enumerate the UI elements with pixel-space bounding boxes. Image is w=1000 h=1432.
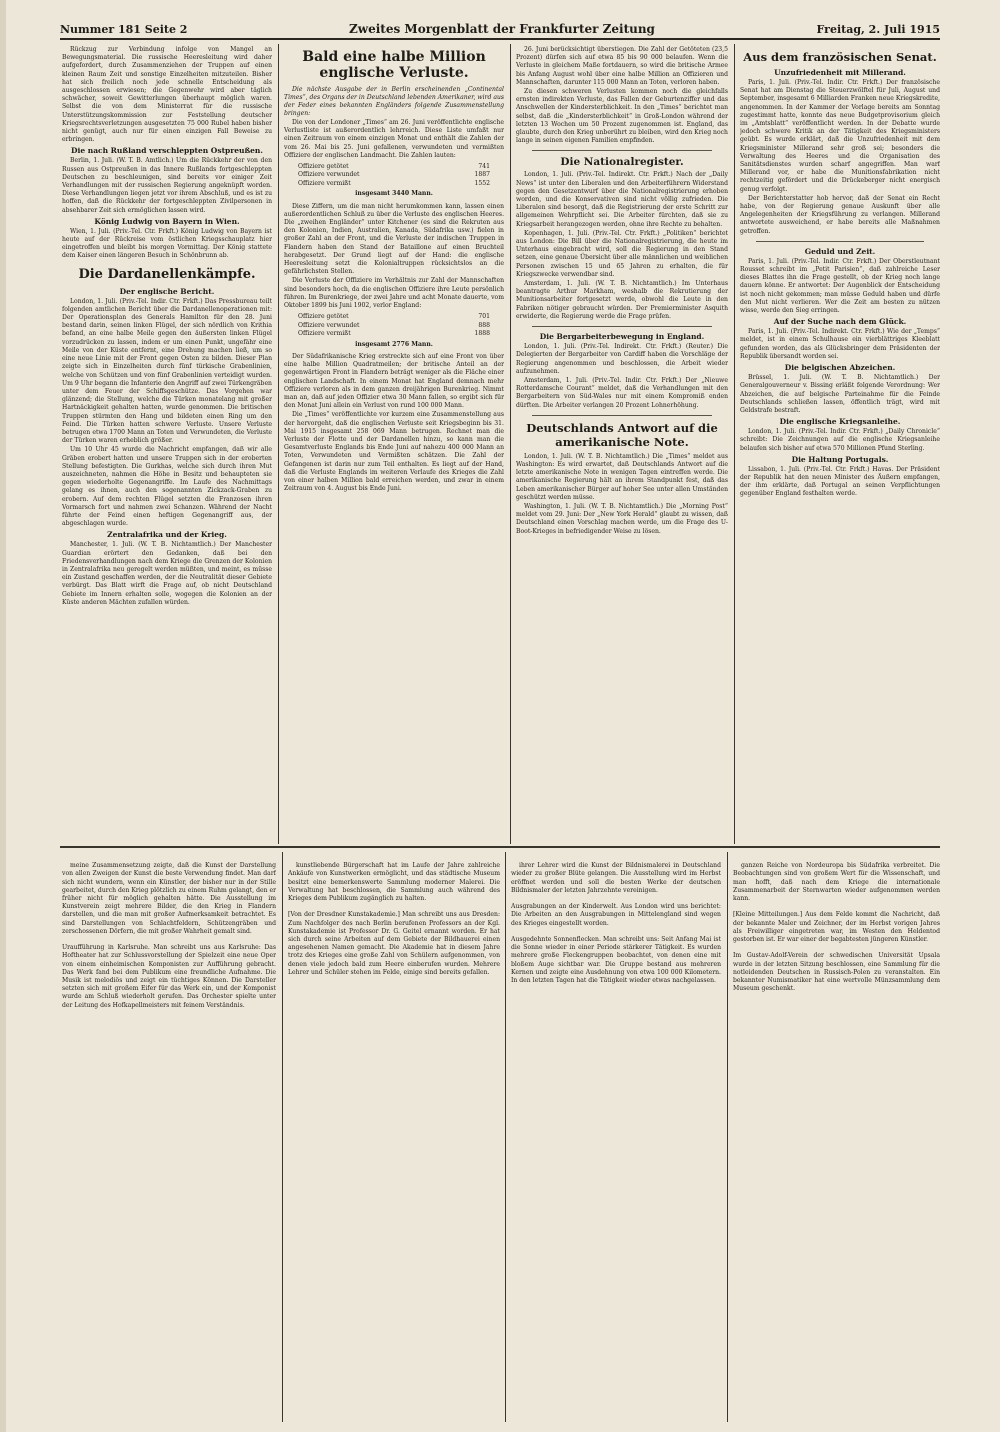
article-heading: Der englische Bericht. [119,286,215,296]
article-paragraph: London, 1. Juli. (W. T. B. Nichtamtlich.) Die „Times“ meldet aus Washington: Es wird erwartet, daß Deutschlands Antwort auf die letzte amerikanische Note in wenigen Tagen eintreffen werde. Die amerikanische Regierung hält an ihrem Standpunkt fest, daß das Leben amerikanischer Bürger auf hoher See unter allen Umständen geschützt werden müsse. [516,452,728,501]
newspaper-title: Zweites Morgenblatt der Frankfurter Zeitung [349,22,655,36]
article-paragraph: Diese Ziffern, um die man nicht herumkommen kann, lassen einen außerordentlichen Schluß zu über die Verluste des englischen Heeres. Die „zweihen Engländer“ unter Kitchener (es sind die Rekruten aus den Kolonien, Indien, Australien, Kanada, Südafrika usw.) fielen in großer Zahl an der Front, und die Verluste der indischen Truppen in Flandern haben den Stand der Bataillone auf einen Bruchteil herabgesetzt. Der Grund liegt auf der Hand: die englische Heeresleitung setzt die Kolonialtruppen rücksichtslos an die gefährlichsten Stellen. [284,202,504,276]
article-paragraph: Washington, 1. Juli. (W. T. B. Nichtamtlich.) Die „Morning Post“ meldet vom 29. Juni: Der „New York Herald“ glaubt zu wissen, daß Deutschland einen Vorschlag machen werde, um die Frage des U-Boot-Krieges in befriedigender Weise zu lösen. [516,502,728,535]
feuilleton-text: ihrer Lehrer wird die Kunst der Bildnismalerei in Deutschland wieder zu großer Blüte gelangen. Die Ausstellung wird im Herbst eröffnet werden und soll die besten Werke der deutschen Bildnismaler der letzten Jahrzehnte vereinigen. Ausgrabungen an der Kinderwelt. Aus London wird uns berichtet: Die Arbeiten an den Ausgrabungen in Mittelengland sind wegen des Krieges eingestellt worden. Ausgedehnte Sonnenflecken. Man schreibt uns: Seit Anfang Mai ist die Sonne wieder in einer Periode stärkerer Tätigkeit. Es wurden mehrere große Fleckengruppen beobachtet, von denen eine mit bloßem Auge sichtbar war. Die Gruppe bestand aus mehreren Kernen und zeigte eine Ausdehnung von etwa 100 000 Kilometern. In den letzten Tagen hat die Tätigkeit wieder etwas nachgelassen. [511,862,721,985]
article-heading: Die Bergarbeiterbewegung in England. [539,332,705,342]
article-heading: Die Haltung Portugals. [791,454,889,464]
article-paragraph: Manchester, 1. Juli. (W. T. B. Nichtamtlich.) Der Manchester Guardian erörtert den Gedanken, daß bei den Friedensverhandlungen nach dem Kriege die Grenzen der Kolonien in Zentralafrika neu geregelt werden müßten, und meint, es müsse ein Zustand geschaffen werden, der die Neutralität dieser Gebiete verbürgt. Das Blatt wirft die Frage auf, ob nicht Deutschland Gebiete im Innern erhalten solle, wogegen die Kolonien an der Küste anderen Mächten zufallen würden. [62,541,272,606]
feuilleton-text: kunstliebende Bürgerschaft hat im Laufe der Jahre zahlreiche Ankäufe von Kunstwerken ermöglicht, und das städtische Museum besitzt eine bemerkenswerte Sammlung moderner Malerei. Die Verwaltung hat beschlossen, die Sammlung auch während des Krieges dem Publikum zugänglich zu halten. [Von der Dresdner Kunstakademie.] Man schreibt uns aus Dresden: Zum Nachfolger des nach Berlin berufenen Professors an der Kgl. Kunstakademie ist Professor Dr. G. Geitel ernannt worden. Er hat sich durch seine Arbeiten auf dem Gebiete der Bildhauerei einen angesehenen Namen gemacht. Die Akademie hat in diesem Jahre trotz des Krieges eine große Zahl von Schülern aufgenommen, von denen viele jedoch bald zum Heere einberufen wurden. Mehrere Lehrer und Schüler stehen im Felde, einige sind bereits gefallen. [288,862,500,976]
issue-number: Nummer 181 Seite 2 [60,23,188,36]
feuilleton-text: meine Zusammensetzung zeigte, daß die Kunst der Darstellung von allen Zweigen der Kunst die beste Verwendung findet. Man darf sich nicht wundern, wenn ein Künstler, der bisher nur in der Stille gearbeitet, durch den Krieg plötzlich zu einem Ruhm gelangt, den er früher nicht für möglich gehalten hätte. Die Ausstellung im Kunstverein zeigt mehrere Bilder, die den Krieg in Flandern darstellen, und die man mit großer Aufmerksamkeit betrachtet. Es sind Darstellungen von Schlachtfeldern, Schützengräben und zerschossenen Dörfern, die mit großer Wahrheit gemalt sind. Uraufführung in Karlsruhe. Man schreibt uns aus Karlsruhe: Das Hoftheater hat zur Schlussvorstellung der Spielzeit eine neue Oper von einem einheimischen Komponisten zur Aufführung gebracht. Das Werk fand bei dem Publikum eine freundliche Aufnahme. Die Musik ist melodiös und zeigt ein tüchtiges Können. Die Darsteller setzten sich mit großem Eifer für das Werk ein, und der Komponist wurde am Schluß wiederholt gerufen. Das Orchester spielte unter der Leitung des Hofkapellmeisters mit feinem Verständnis. [62,862,276,1009]
section-headline: Die Nationalregister. [560,156,684,169]
article-paragraph: Die Verluste der Offiziere im Verhältnis zur Zahl der Mannschaften sind besonders hoch, da die englischen Offiziere ihre Leute persönlich führen. Im Burenkriege, der zwei Jahre und acht Monate dauerte, vom Oktober 1899 bis Juni 1902, verlor England: [284,277,504,310]
article-divider [532,150,712,151]
article-heading: Auf der Suche nach dem Glück. [773,317,907,327]
article-heading: König Ludwig von Bayern in Wien. [94,216,240,226]
column-3 [516,46,728,842]
feuilleton-column-3 [511,854,721,1420]
article-paragraph: Der Berichterstatter hob hervor, daß der Senat ein Recht habe, von der Regierung genaue Auskunft über alle Angelegenheiten der Kriegsführung zu verlangen. Millerand antwortete ausweichend, er habe bereits alle Maßnahmen getroffen. [740,194,940,235]
article-paragraph: Amsterdam, 1. Juli. (W. T. B. Nichtamtlich.) Im Unterhaus beantragte Arthur Markham, weshalb die Rekrutierung der Munitionsarbeiter fortgesetzt werde, obwohl die Leute in den Fabriken nötiger gebraucht würden. Der Premierminister Asquith erwiderte, die Regierung werde die Frage prüfen. [516,280,728,320]
article-paragraph: Rückzug zur Verbindung infolge von Mangel an Bewegungsmaterial. Die russische Heeresleitung wird daher aufgefordert, durch Zusammenziehen der Truppen auf einen kleinen Raum Zeit und sonstige Einzelheiten mitzuteilen. Bisher hat sich freilich noch jede schnelle Entscheidung als ausgeschlossen erwiesen; die Gegenwehr wird aber täglich schwächer, soweit Gewitterlungen überhaupt möglich waren. Selbst die von dem Ministerrat für die russische Unterstützungskommission zur Feststellung deutscher Kriegsrechtsverletzungen ausgesetzten 75 000 Rubel haben bisher nicht genügt, auch nur für einen einzigen Fall Beweise zu erbringen. [62,46,272,144]
table-row: Offiziere getötet 741 [298,163,490,171]
article-paragraph: 26. Juni berücksichtigt überstiegen. Die Zahl der Getöteten (23,5 Prozent) dürfen sich auf etwa 85 bis 90 000 belaufen. Wenn die Verluste in gleichem Maße fortdauern, so wird die britische Armee bis Anfang August wohl über eine halbe Million an Offizieren und Mannschaften, darunter 115 000 Mann an Toten, verloren haben. [516,46,728,86]
feuilleton-column-2 [288,854,500,1420]
page-shadow-edge [0,0,6,1432]
feuilleton-text: ganzen Reiche von Nordeuropa bis Südafrika verbreitet. Die Beobachtungen sind von großem Wert für die Wissenschaft, und man hofft, daß nach dem Kriege die internationale Zusammenarbeit der Sternwarten wieder aufgenommen werden kann. [Kleine Mitteilungen.] Aus dem Felde kommt die Nachricht, daß der bekannte Maler und Zeichner, der im Herbst vorigen Jahres als Freiwilliger eingetreten war, im Westen den Heldentod gestorben ist. Er war einer der begabtesten jüngeren Künstler. Im Gustav-Adolf-Verein der schwedischen Universität Upsala wurde in der letzten Sitzung beschlossen, eine Sammlung für die notleidenden Deutschen in Russisch-Polen zu veranstalten. Ein bekannter Numismatiker hat eine wertvolle Münzsammlung dem Museum geschenkt. [733,862,940,993]
article-paragraph: Um 10 Uhr 45 wurde die Nachricht empfangen, daß wir alle Gräben erobert hatten und unsere Truppen sich in der eroberten Stellung befestigten. Die Gurkhas, welche sich durch ihren Mut auszeichneten, nahmen die Höhe in Besitz und behaupteten sie gegen wiederholte Gegenangriffe. Im Laufe des Nachmittags gelang es ihnen, auch den sogenannten Zickzack-Graben zu erobern. Auf dem rechten Flügel setzten die Franzosen ihren Vormarsch fort und nahmen zwei Schanzen. Während der Nacht führte der Feind einen heftigen Gegenangriff aus, der abgeschlagen wurde. [62,446,272,528]
article-paragraph: Lissabon, 1. Juli. (Priv.-Tel. Ctr. Frkft.) Havas. Der Präsident der Republik hat den neuen Minister des Äußern empfangen, der ihm erklärte, daß Portugal an seinen Verpflichtungen gegenüber England festhalten werde. [740,465,940,498]
article-paragraph: Der Südafrikanische Krieg erstreckte sich auf eine Front von über eine halbe Million Quadratmeilen; der britische Anteil an der gegenwärtigen Front in Flandern beträgt weniger als die Fläche einer englischen Landschaft. In einem Monat hat England demnach mehr Offiziere verloren als in dem ganzen dreijährigen Burenkrieg. Nimmt man an, daß auf jeden Offizier etwa 30 Mann fallen, so ergibt sich für den Monat Juni allein ein Verlust von rund 100 000 Mann. [284,352,504,410]
article-paragraph: London, 1. Juli. (Priv.-Tel. Indirekt. Ctr. Frkft.) (Reuter.) Die Delegierten der Bergarbeiter von Cardiff haben die Vorschläge der Regierung angenommen und beschlossen, die Arbeit wieder aufzunehmen. [516,343,728,375]
issue-date: Freitag, 2. Juli 1915 [816,23,940,36]
feuilleton-column-1 [62,854,276,1420]
article-paragraph: Wien, 1. Juli. (Priv.-Tel. Ctr. Frkft.) König Ludwig von Bayern ist heute auf der Rückreise vom östlichen Kriegsschauplatz hier eingetroffen und bleibt bis morgen Vormittag. Der König stattete dem Kaiser einen längeren Besuch in Schönbrunn ab. [62,227,272,260]
article-paragraph: Brüssel, 1. Juli. (W. T. B. Nichtamtlich.) Der Generalgouverneur v. Bissing erläßt folgende Verordnung: Wer Abzeichen, die auf belgische Parteinahme für die Feinde Deutschlands schließen lassen, öffentlich trägt, wird mit Geldstrafe bestraft. [740,374,940,414]
section-headline: Die Dardanellenkämpfe. [78,266,256,282]
table-total: insgesamt 3440 Mann. [355,190,433,198]
column-rule [510,44,511,844]
article-heading: Die englische Kriegsanleihe. [779,417,901,427]
feuilleton-column-4 [733,854,940,1420]
article-paragraph: Paris, 1. Juli. (Priv.-Tel. Indirekt. Ctr. Frkft.) Wie der „Temps“ meldet, ist in einem Schulhause ein vierblättriges Kleeblatt gefunden worden, das als Glücksbringer dem Präsidenten der Republik übersandt worden sei. [740,328,940,360]
column-rule [505,852,506,1422]
column-rule [734,44,735,844]
article-paragraph: Paris, 1. Juli. (Priv.-Tel. Indir. Ctr. Frkft.) Der französische Senat hat am Dienstag die Steuerzwölftel für Juli, August und September, insgesamt 6 Milliarden Franken neue Kriegskredite, angenommen. In der Kammer der Vorlage bereits am Sonntag zugestimmt hatte, konnte das neue Budgetprovisorium gleich im „Amtsblatt“ veröffentlicht werden. In der Debatte wurde jedoch schwere Kritik an der Tätigkeit des Kriegsministers geübt. Es wurde erklärt, daß die Unzufriedenheit mit dem Kriegsminister Millerand sehr groß sei; besonders die Verwaltung des Heeres und die Organisation des Sanitätsdienstes wurden scharf angegriffen. Man warf Millerand vor, er habe die Munitionsfabrikation nicht rechtzeitig gefördert und die Drückeberger nicht energisch genug verfolgt. [740,79,940,193]
table-row: Offiziere vermißt 1552 [298,179,490,187]
article-intro: Die nächste Ausgabe der in Berlin erscheinenden „Continental Times“, des Organs der in Deutschland lebenden Amerikaner, wird aus der Feder eines bekannten Engländers folgende Zusammenstellung bringen: [284,86,504,117]
article-paragraph: Amsterdam, 1. Juli. (Priv.-Tel. Indir. Ctr. Frkft.) Der „Nieuwe Rotterdamsche Courant“ meldet, daß die Verhandlungen mit den Bergarbeitern von Süd-Wales nur mit einem Kompromiß enden dürften. Die Arbeiter verlangen 20 Prozent Lohnerhöhung. [516,376,728,409]
horizontal-rule [60,846,940,848]
article-divider [532,326,712,327]
article-paragraph: London, 1. Juli. (Priv.-Tel. Indir. Ctr. Frkft.) „Daily Chronicle“ schreibt: Die Zeichnungen auf die englische Kriegsanleihe belaufen sich bisher auf etwa 570 Millionen Pfund Sterling. [740,428,940,452]
column-rule [282,852,283,1422]
loss-table-2 [298,313,490,349]
article-subheading: Unzufriedenheit mit Millerand. [774,68,906,77]
article-paragraph: Berlin, 1. Juli. (W. T. B. Amtlich.) Um die Rückkehr der von den Russen aus Ostpreußen in das Innere Rußlands fortgeschleppten Deutschen zu beschleunigen, sind bereits vor einiger Zeit Verhandlungen mit der russischen Regierung angeknüpft worden. Diese Verhandlungen liegen jetzt vor ihrem Abschluß, und es ist zu hoffen, daß die Rückkehr der fortgeschleppten Zivilpersonen in absehbarer Zeit sich ermöglichen lassen wird. [62,157,272,214]
article-paragraph: London, 1. Juli. (Priv.-Tel. Indirekt. Ctr. Frkft.) Nach der „Daily News“ ist unter den Liberalen und den Arbeiterführern Widerstand gegen den Gesetzentwurf über die Nationalregistrierung erhoben worden, und die Konservativen sind nicht völlig zufrieden. Die Liberalen sind besorgt, daß die Registrierung der erste Schritt zur allgemeinen Wehrpflicht sei. Die Arbeiter fürchten, daß sie zu Kriegsarbeit herangezogen werden, ohne ihre Rechte zu behalten. [516,171,728,228]
article-paragraph: Die „Times“ veröffentlichte vor kurzem eine Zusammenstellung aus der hervorgeht, daß die englischen Verluste seit Kriegsbeginn bis 31. Mai 1915 insgesamt 258 069 Mann betrugen. Rechnet man die Verluste der Flotte und der Dardanellen hinzu, so kann man die Gesamtverluste Englands bis Ende Juni auf nahezu 400 000 Mann an Toten, Verwundeten und Vermißten schätzen. Die Zahl der Gefangenen ist darin nur zum Teil enthalten. Es liegt auf der Hand, daß die Verluste Englands im weiteren Verlaufe des Krieges die Zahl von einer halben Million bald erreichen werden, und zwar in einem Zeitraum von 4. August bis Ende Juni. [284,411,504,493]
article-paragraph: Die von der Londoner „Times“ am 26. Juni veröffentlichte englische Verlustliste ist außerordentlich lehrreich. Diese Liste umfaßt nur einen Zeitraum von einem einzigen Monat und enthält die Zahlen der vom 26. Mai bis 25. Juni gefallenen, verwundeten und vermißten Offiziere der englischen Landmacht. Die Zahlen lauten: [284,119,504,159]
table-row: Offiziere getötet 701 [298,313,490,321]
table-row: Offiziere vermißt 1888 [298,330,490,338]
article-heading: Die belgischen Abzeichen. [784,363,896,373]
table-row: Offiziere verwundet 888 [298,321,490,329]
column-rule [278,44,279,844]
column-1 [62,46,272,842]
loss-table-1 [298,163,490,199]
article-divider [756,241,924,242]
article-heading: Die nach Rußland verschleppten Ostpreußen. [71,146,263,156]
article-paragraph: Paris, 1. Juli. (Priv.-Tel. Indir. Ctr. Frkft.) Der Oberstleutnant Rousset schreibt im „Petit Parisien“, daß zahlreiche Leser dieses Blattes ihn die Frage gestellt, ob der Krieg noch lange dauern könne. Er antwortet: Der Augenblick der Entscheidung ist noch nicht gekommen; man müsse Geduld haben und dürfe den Mut nicht verlieren. Wer die Zeit am besten zu nützen wisse, werde den Sieg erringen. [740,257,940,315]
table-total: insgesamt 2776 Mann. [355,340,433,348]
article-heading: Zentralafrika und der Krieg. [107,530,227,540]
article-divider [532,415,712,416]
table-row: Offiziere verwundet 1887 [298,171,490,179]
article-heading: Geduld und Zeit. [804,246,876,256]
article-paragraph: Zu diesen schweren Verlusten kommen noch die gleichfalls ernsten indirekten Verluste, das Fallen der Geburtenziffer und das Anschwellen der Kindersterblichkeit. In den „Times“ berichtet man selbst, daß die „Kindersterblichkeit“ in Groß-London während der letzten 13 Wochen um 50 Prozent zugenommen ist. England, das glaubte, durch den Krieg unberührt zu bleiben, wird den Krieg noch lange in seinen eigenen Familien empfinden. [516,88,728,145]
column-rule [727,852,728,1422]
column-2 [284,46,504,842]
lead-headline: Bald eine halbe Million englische Verluste. [302,49,486,81]
article-paragraph: Kopenhagen, 1. Juli. (Priv.-Tel. Ctr. Frkft.) „Politiken“ berichtet aus London: Die Bill über die Nationalregistrierung, die heute im Unterhaus eingebracht wird, soll die Regierung in den Stand setzen, eine genaue Übersicht über alle männlichen und weiblichen Personen zwischen 15 und 65 Jahren zu erhalten, die für Kriegszwecke verwendbar sind. [516,229,728,278]
column-4 [740,46,940,842]
masthead [60,14,940,40]
section-headline: Aus dem französischen Senat. [743,50,937,64]
article-paragraph: London, 1. Juli. (Priv.-Tel. Indir. Ctr. Frkft.) Das Pressbureau teilt folgenden amtlichen Bericht über die Dardanellenoperationen mit: Der Operationsplan des Generals Hamilton für den 28. Juni bestand darin, seinen linken Flügel, der sich nördlich von Krithia befand, an eine halbe Meile gegen den äußersten linken Flügel vorzudrücken zu lassen, indem er um einen Punkt, ungefähr eine Meile von der Küste entfernt, eine Drehung machen ließ, um so eine neue Linie mit der Front gegen Osten zu bilden. Dieser Plan zeigte sich in Einzelheiten durch fünf türkische Grabenlinien, welche von Schützen und von fünf Grabenlinien verteidigt wurden. Um 9 Uhr begann die Infanterie den Angriff auf zwei Türkengräben unter dem Feuer der Schiffsgeschütze. Das Vorgehen war glänzend; die Stellung, welche die Türken monatelang mit großer Hartnäckigkeit gehalten hatten, wurde genommen. Die britischen Truppen stürmten den Hang und bildeten einen Ring um den Feind. Die Türken hatten schwere Verluste. Unsere Verluste betrugen etwa 1700 Mann an Toten und Verwundeten, die Verluste der Türken waren erheblich größer. [62,297,272,445]
section-headline: Deutschlands Antwort auf die amerikanische Note. [526,420,718,449]
